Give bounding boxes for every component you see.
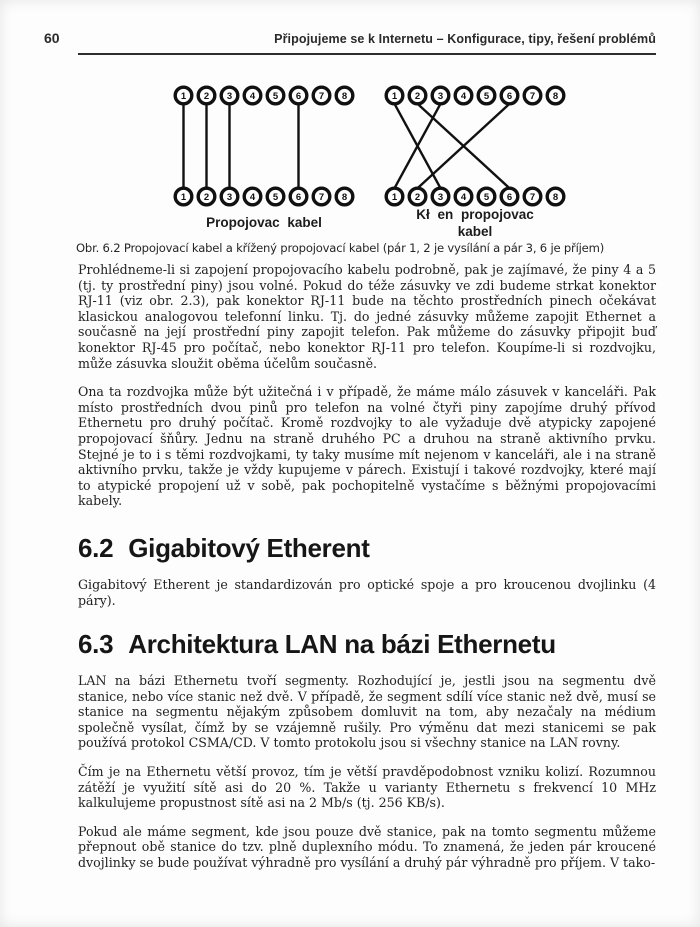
svg-text:2: 2: [203, 191, 210, 203]
svg-text:1: 1: [180, 90, 187, 102]
section-number: 6.3: [78, 629, 114, 660]
svg-text:5: 5: [272, 191, 279, 203]
svg-text:6: 6: [295, 191, 302, 203]
running-header-title: Připojujeme se k Internetu – Konfigurace, tipy, řešení problémů: [274, 32, 656, 46]
section-title: Architektura LAN na bázi Ethernetu: [128, 629, 556, 660]
crossover-cable-pinout-diagram: [383, 84, 567, 212]
crossover-cable-label-line1: Kł en propojovac: [416, 207, 534, 222]
page-number: 60: [44, 30, 60, 46]
paragraph: Gigabitový Etherent je standardizován pro optické spoje a pro kroucenou dvojlinku (4 páry).: [78, 576, 656, 608]
svg-text:6: 6: [295, 90, 302, 102]
svg-text:1: 1: [391, 90, 398, 102]
straight-cable-pinout-diagram: [172, 84, 356, 212]
section-title: Gigabitový Etherent: [128, 532, 370, 563]
svg-text:5: 5: [272, 90, 279, 102]
paragraph: Prohlédneme-li si zapojení propojovacího kabelu podrobně, pak je zajímavé, že piny 4 a 5 (tj. ty prostřední piny) jsou volné. Pokud do téže zásuvky ve zdi budeme strkat konektor RJ-11 (viz obr. 2.3), pak konektor RJ-11 bude na těchto prostředních pinech očekávat klasickou analogovou telefonní linku. Tj. do jedné zásuvky můžeme zapojit Ethernet a současně na její prostřední piny zapojit telefon. Pak můžeme do zásuvky připojit buď konektor RJ-45 pro počítač, nebo konektor RJ-11 pro telefon. Koupíme-li si rozdvojku, může zásuvka sloužit oběma účelům současně.: [78, 262, 656, 371]
crossover-cable-label: [383, 206, 567, 240]
svg-text:3: 3: [226, 90, 233, 102]
svg-text:7: 7: [318, 191, 325, 203]
svg-text:3: 3: [437, 90, 444, 102]
svg-text:3: 3: [226, 191, 233, 203]
svg-text:7: 7: [529, 90, 536, 102]
paragraph: Čím je na Ethernetu větší provoz, tím je větší pravděpodobnost vzniku kolizí. Rozumnou zátěží je využití sítě asi do 20 %. Takže u varianty Ethernetu s frekvencí 10 MHz kalkulujeme propustnost sítě asi na 2 Mb/s (tj. 256 KB/s).: [78, 764, 656, 811]
straight-cable-label: Propojovac kabel: [206, 215, 322, 230]
svg-text:1: 1: [391, 191, 398, 203]
svg-text:5: 5: [483, 90, 490, 102]
section-number: 6.2: [78, 532, 114, 563]
svg-text:4: 4: [460, 191, 467, 203]
body-text-column: [78, 262, 656, 884]
svg-text:7: 7: [529, 191, 536, 203]
figure-caption: Obr. 6.2 Propojovací kabel a křížený propojovací kabel (pár 1, 2 je vysílání a pár 3, 6 je příjem): [76, 241, 605, 255]
svg-text:3: 3: [437, 191, 444, 203]
svg-text:5: 5: [483, 191, 490, 203]
svg-text:8: 8: [341, 191, 348, 203]
svg-text:6: 6: [506, 191, 513, 203]
paragraph: Pokud ale máme segment, kde jsou pouze dvě stanice, pak na tomto segmentu můžeme přepnout obě stanice do tzv. plně duplexního módu. To znamená, že jeden pár kroucené dvojlinky se bude používat výhradně pro vysílání a druhý pár výhradně pro příjem. V tako-: [78, 823, 656, 871]
paragraph: LAN na bázi Ethernetu tvoří segmenty. Rozhodující je, jestli jsou na segmentu dvě stanice, nebo více stanic než dvě. V případě, že segment sdílí více stanic než dvě, musí se stanice na segmentu nějakým způsobem domluvit na tom, aby nezačaly na médium společně vysílat, čímž by se vzájemně rušily. Pro výměnu dat mezi stanicemi se pak používá protokol CSMA/CD. V tomto protokolu jsou si všechny stanice na LAN rovny.: [78, 673, 656, 751]
crossover-cable-label-line2: kabel: [457, 224, 493, 239]
svg-text:2: 2: [414, 191, 421, 203]
section-heading-6-3: [78, 629, 656, 660]
svg-text:1: 1: [180, 191, 187, 203]
svg-text:4: 4: [249, 191, 256, 203]
svg-text:7: 7: [318, 90, 325, 102]
svg-text:8: 8: [341, 90, 348, 102]
section-heading-6-2: [78, 533, 656, 564]
svg-text:8: 8: [552, 191, 559, 203]
svg-text:2: 2: [414, 90, 421, 102]
svg-text:4: 4: [460, 90, 467, 102]
header-rule: [78, 53, 656, 55]
paragraph: Ona ta rozdvojka může být užitečná i v případě, že máme málo zásuvek v kanceláři. Pak místo prostředních dvou pinů pro telefon na volné čtyři piny zapojíme druhý přívod Ethernetu pro druhý počítač. Kromě rozdvojky to ale vyžaduje dvě atypicky zapojené propojovací šňůry. Jednu na straně druhého PC a druhou na straně aktivního prvku. Stejné je to i s těmi rozdvojkami, ty taky musíme mít nejenom v kanceláři, ale i na straně aktivního prvku, takže je vždy kupujeme v párech. Existují i takové rozdvojky, které mají to atypické propojení už v sobě, pak pochopitelně vystačíme s běžnými propojovacími kabely.: [78, 384, 656, 509]
svg-text:6: 6: [506, 90, 513, 102]
svg-text:2: 2: [203, 90, 210, 102]
svg-text:8: 8: [552, 90, 559, 102]
svg-text:4: 4: [249, 90, 256, 102]
